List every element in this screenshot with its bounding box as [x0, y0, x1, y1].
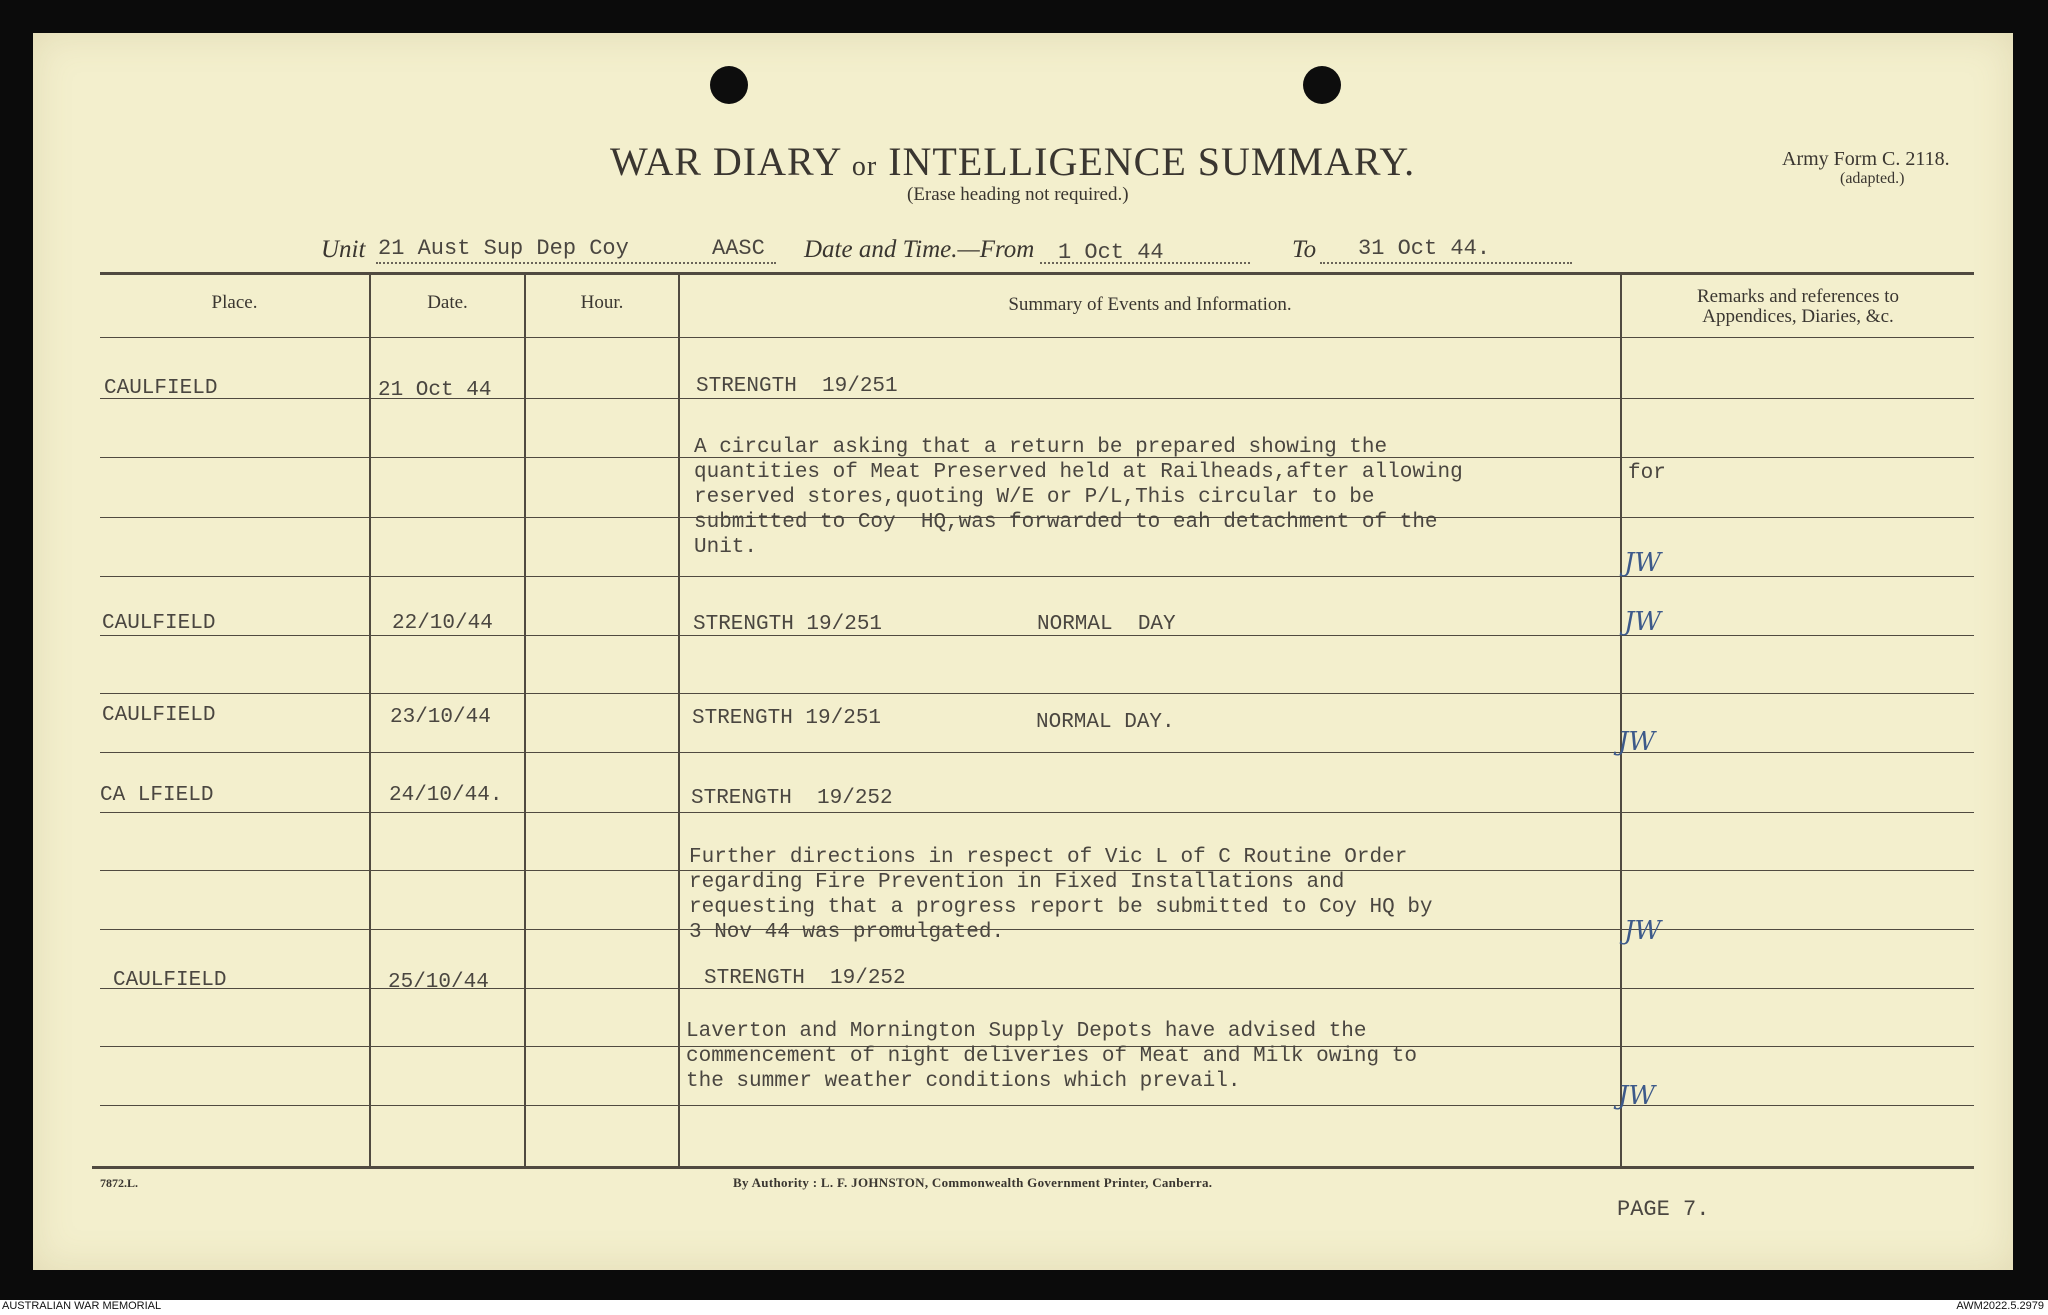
printer-authority: By Authority : L. F. JOHNSTON, Commonwealth Government Printer, Canberra.: [733, 1175, 1213, 1190]
entry-text: A circular asking that a return be prepared showing the quantities of Meat Preserved held at Railheads,after allowing reserved stores,quoting W/E or P/L,This circular to be submitted to Coy HQ,was forwarded to eah detachment of the Unit.: [694, 436, 1463, 559]
entry-text: Further directions in respect of Vic L of C Routine Order regarding Fire Prevention in Fixed Installations and requesting that a progress report be submitted to Coy HQ by 3 Nov 44 was promulgated.: [689, 846, 1433, 944]
entry-place: CAULFIELD: [104, 377, 218, 400]
page-number: PAGE 7.: [1617, 1197, 1710, 1222]
unit-corps: AASC: [712, 236, 765, 261]
to-date: 31 Oct 44.: [1358, 236, 1491, 261]
from-dotted-line: [1040, 262, 1250, 264]
entry-strength: STRENGTH 19/252: [691, 787, 893, 810]
ruled-line: [100, 752, 1974, 753]
entry-place: CAULFIELD: [102, 612, 216, 635]
col-header-remarks-line2: Appendices, Diaries, &c.: [1702, 306, 1894, 327]
entry-date: 25/10/44: [388, 971, 489, 994]
entry-initials: JW: [1624, 548, 1662, 578]
entry-initials: JW: [1618, 1081, 1656, 1111]
entry-remark: for: [1628, 462, 1666, 485]
form-code: 7872.L.: [100, 1176, 139, 1190]
entry-date: 22/10/44: [392, 612, 493, 635]
ruled-line: [100, 576, 1974, 577]
date-label: Date and Time.—From: [804, 236, 1035, 263]
table-bottom-rule: [92, 1166, 1974, 1169]
col-divider-summary: [1620, 274, 1622, 1166]
col-divider-date: [524, 274, 526, 1166]
table-top-rule: [100, 272, 1974, 275]
entry-strength: STRENGTH 19/252: [704, 967, 906, 990]
punch-hole-right: [1303, 66, 1341, 104]
unit-dotted-line: [376, 262, 776, 264]
entry-note: NORMAL DAY: [1037, 613, 1176, 636]
col-header-date: Date.: [427, 292, 468, 313]
ruled-line: [100, 812, 1974, 813]
ruled-line: [100, 337, 1974, 338]
entry-place: CA LFIELD: [100, 784, 214, 807]
entry-place: CAULFIELD: [113, 969, 227, 992]
ruled-line: [100, 693, 1974, 694]
entry-note: NORMAL DAY.: [1036, 711, 1175, 734]
entry-date: 21 Oct 44: [378, 379, 492, 402]
entry-strength: STRENGTH 19/251: [693, 613, 883, 636]
col-header-summary: Summary of Events and Information.: [1008, 294, 1292, 315]
entry-place: CAULFIELD: [102, 704, 216, 727]
from-date: 1 Oct 44: [1058, 240, 1164, 265]
title-intelligence-summary: INTELLIGENCE SUMMARY.: [888, 139, 1416, 184]
entry-date: 23/10/44: [390, 706, 491, 729]
col-header-place: Place.: [211, 292, 258, 313]
unit-value: 21 Aust Sup Dep Coy: [378, 236, 629, 261]
archive-reference: AWM2022.5.2979: [1956, 1300, 2044, 1312]
page-title: [610, 138, 1415, 185]
to-dotted-line: [1320, 262, 1572, 264]
to-label: To: [1292, 236, 1317, 263]
entry-initials: JW: [1618, 727, 1656, 757]
army-form-adapted: (adapted.): [1840, 170, 1905, 187]
col-header-hour: Hour.: [580, 292, 624, 313]
archive-credit: AUSTRALIAN WAR MEMORIAL: [2, 1300, 162, 1312]
entry-strength: STRENGTH 19/251: [692, 707, 882, 730]
col-header-remarks-line1: Remarks and references to: [1696, 286, 1900, 307]
ruled-line: [100, 988, 1974, 989]
entry-strength: STRENGTH 19/251: [696, 375, 898, 398]
unit-label: Unit: [321, 236, 366, 263]
punch-hole-left: [710, 66, 748, 104]
entry-initials: JW: [1624, 607, 1662, 637]
title-war-diary: WAR DIARY: [610, 139, 841, 184]
title-or: or: [851, 151, 878, 182]
army-form-number: Army Form C. 2118.: [1782, 148, 1950, 170]
col-divider-hour: [678, 274, 680, 1166]
subtitle: (Erase heading not required.): [907, 184, 1129, 205]
entry-initials: JW: [1624, 916, 1662, 946]
ruled-line: [100, 1105, 1974, 1106]
col-divider-place: [369, 274, 371, 1166]
entry-date: 24/10/44.: [389, 784, 503, 807]
entry-text: Laverton and Mornington Supply Depots have advised the commencement of night deliveries of Meat and Milk owing to the summer weather conditions which prevail.: [686, 1020, 1417, 1093]
